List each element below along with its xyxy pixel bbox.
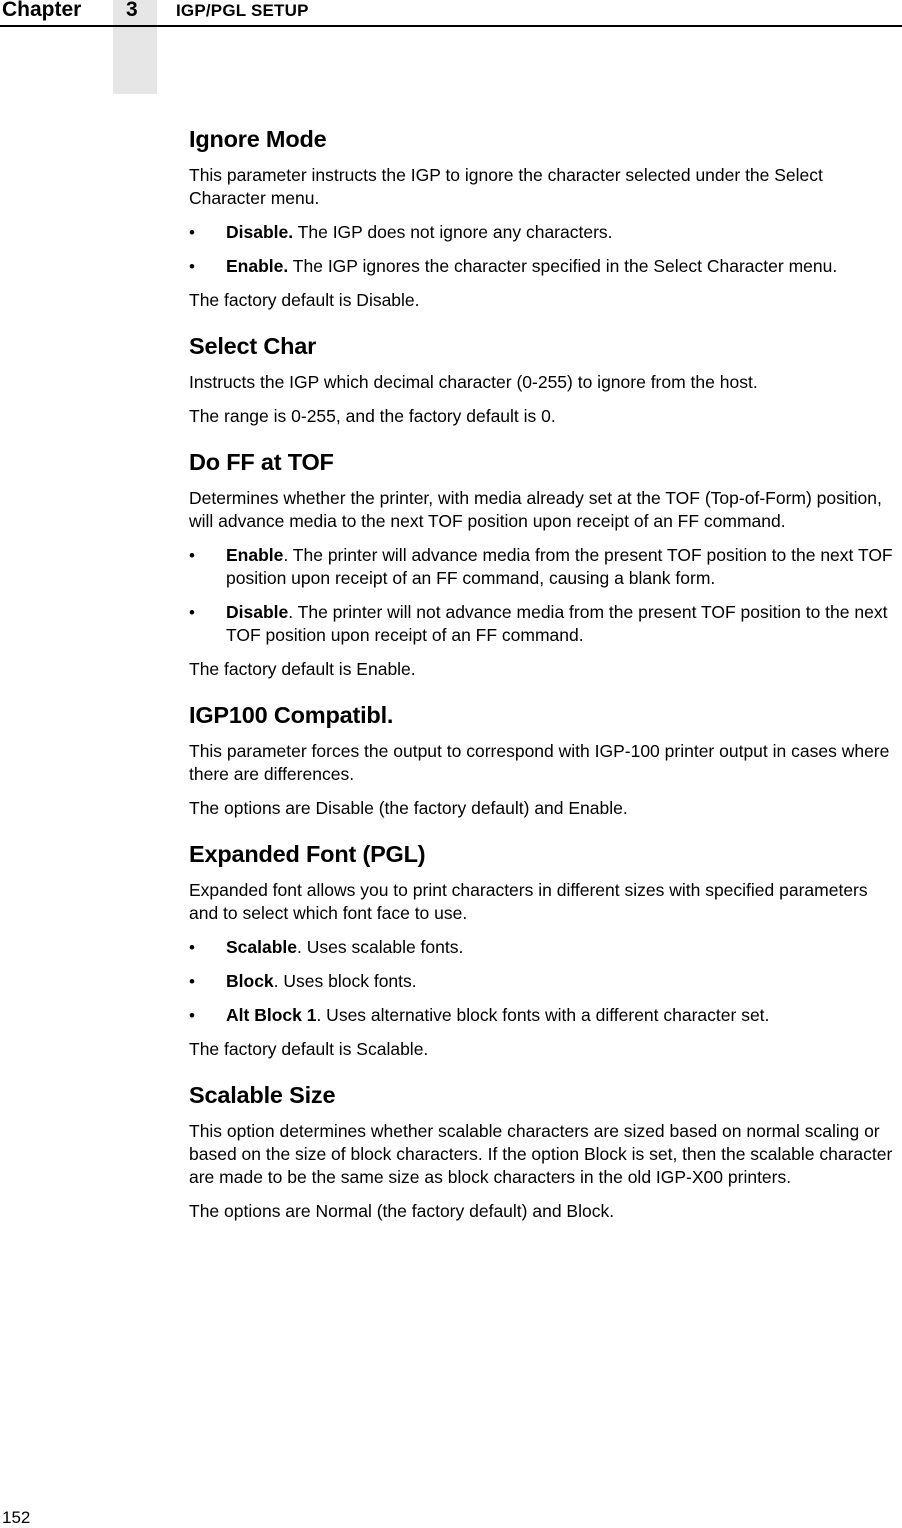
page-body <box>189 124 899 1242</box>
option-text: . Uses block fonts. <box>273 971 417 991</box>
option-label: Block <box>226 971 274 991</box>
section-default: The factory default is Enable. <box>189 659 416 679</box>
section-title: Expanded Font (PGL) <box>189 841 426 867</box>
option-text: . Uses alternative block fonts with a different character set. <box>316 1005 770 1025</box>
option-text: . Uses scalable fonts. <box>297 937 464 957</box>
section-title: Scalable Size <box>189 1082 336 1108</box>
section-default: The factory default is Disable. <box>189 290 420 310</box>
section-intro: Instructs the IGP which decimal character (0-255) to ignore from the host. <box>189 372 758 392</box>
section-default: The options are Disable (the factory default) and Enable. <box>189 798 628 818</box>
section-scalable-size <box>189 1080 899 1223</box>
bullet-icon: • <box>189 1006 195 1025</box>
bullet-icon: • <box>189 257 195 276</box>
page-number: 152 <box>2 1508 31 1527</box>
list-item <box>189 221 899 244</box>
option-text: The IGP does not ignore any characters. <box>293 222 613 242</box>
section-intro: This parameter instructs the IGP to ignore the character selected under the Select Character menu. <box>189 165 823 208</box>
section-default: The options are Normal (the factory default) and Block. <box>189 1201 615 1221</box>
section-title: Ignore Mode <box>189 126 327 152</box>
section-intro: Determines whether the printer, with media already set at the TOF (Top-of-Form) position, will advance media to the next TOF position upon receipt of an FF command. <box>189 488 882 531</box>
running-header-title: IGP/PGL SETUP <box>176 1 309 20</box>
list-item <box>189 544 899 590</box>
section-ignore-mode <box>189 124 899 312</box>
chapter-number: 3 <box>126 0 138 21</box>
section-select-char <box>189 331 899 428</box>
bullet-icon: • <box>189 546 195 565</box>
bullet-icon: • <box>189 603 195 622</box>
option-text: . The printer will not advance media from the present TOF position to the next TOF position upon receipt of an FF command. <box>226 602 888 645</box>
option-text: The IGP ignores the character specified in the Select Character menu. <box>288 256 838 276</box>
bullet-icon: • <box>189 223 195 242</box>
option-label: Enable. <box>226 256 289 276</box>
section-title: IGP100 Compatibl. <box>189 702 394 728</box>
section-default: The range is 0-255, and the factory default is 0. <box>189 406 556 426</box>
section-igp100-compatibl <box>189 700 899 820</box>
option-label: Enable <box>226 545 284 565</box>
option-label: Disable. <box>226 222 294 242</box>
section-default: The factory default is Scalable. <box>189 1039 429 1059</box>
option-text: . The printer will advance media from the present TOF position to the next TOF position upon receipt of an FF command, causing a blank form. <box>226 545 893 588</box>
section-intro: This option determines whether scalable characters are sized based on normal scaling or based on the size of block characters. If the option Block is set, then the scalable character are made to be the same size as block characters in the old IGP-X00 printers. <box>189 1121 893 1187</box>
section-do-ff-at-tof <box>189 447 899 681</box>
section-intro: Expanded font allows you to print characters in different sizes with specified parameters and to select which font face to use. <box>189 880 868 923</box>
section-title: Do FF at TOF <box>189 449 334 475</box>
bullet-icon: • <box>189 972 195 991</box>
option-label: Alt Block 1 <box>226 1005 317 1025</box>
list-item <box>189 936 899 959</box>
section-intro: This parameter forces the output to correspond with IGP-100 printer output in cases where there are differences. <box>189 741 890 784</box>
list-item <box>189 970 899 993</box>
option-label: Scalable <box>226 937 298 957</box>
header-rule <box>0 25 902 27</box>
section-title: Select Char <box>189 333 317 359</box>
section-expanded-font <box>189 839 899 1061</box>
bullet-icon: • <box>189 938 195 957</box>
list-item <box>189 601 899 647</box>
chapter-label: Chapter <box>2 0 82 21</box>
list-item <box>189 1004 899 1027</box>
list-item <box>189 255 899 278</box>
option-label: Disable <box>226 602 289 622</box>
